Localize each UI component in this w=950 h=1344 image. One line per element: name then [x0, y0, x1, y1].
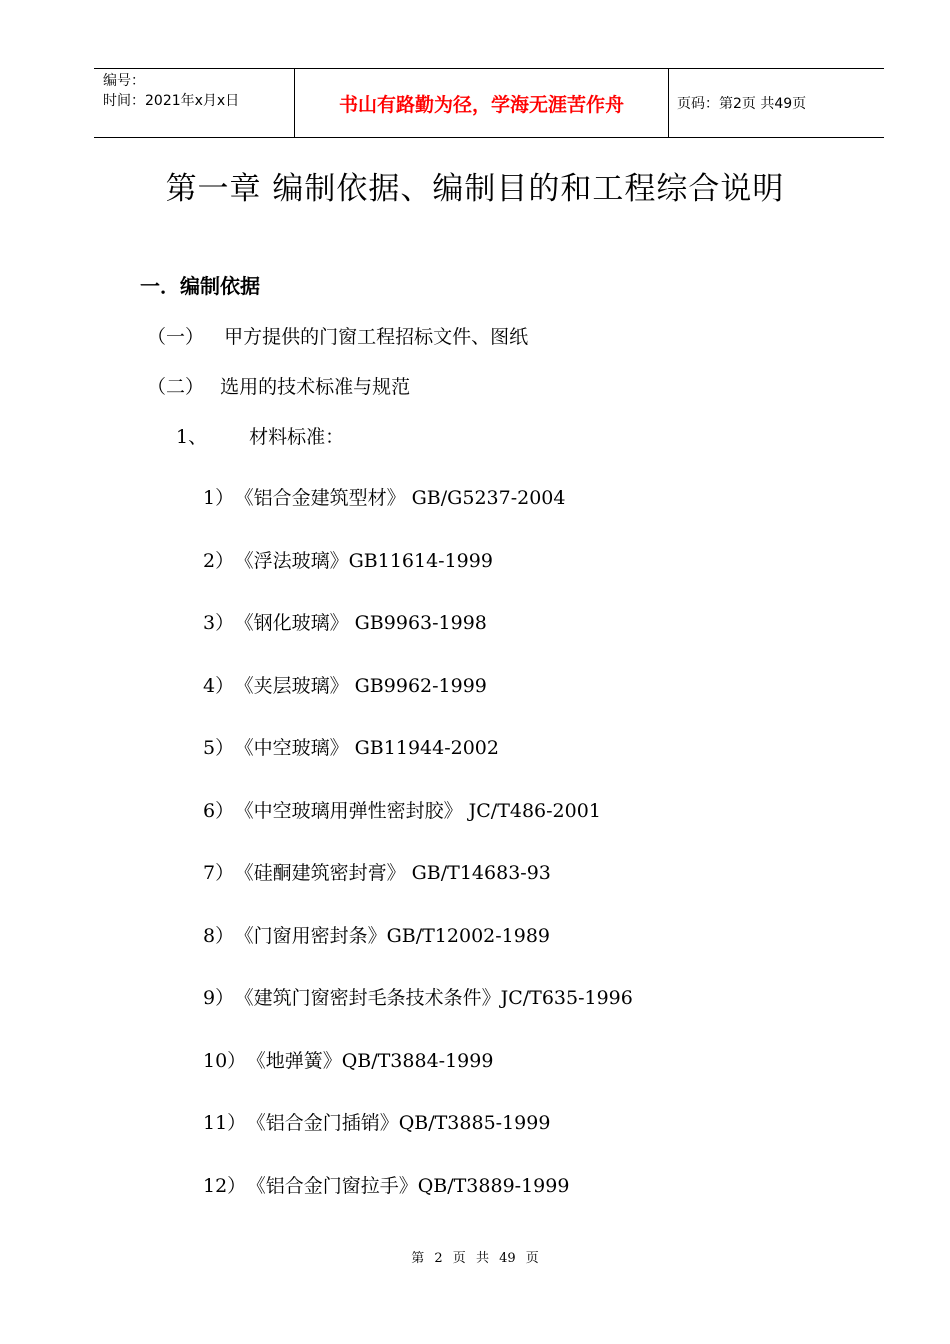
list-item: [147, 322, 528, 349]
standard-item: [203, 1046, 493, 1073]
header-motto: 书山有路勤为径，学海无涯苦作舟: [338, 93, 624, 116]
standard-number: 12）: [203, 1174, 247, 1197]
standard-number: 8）: [203, 924, 235, 947]
standard-text: 《浮法玻璃》GB11614-1999: [244, 549, 493, 572]
standard-item: [203, 796, 601, 823]
standard-item: [203, 671, 487, 698]
standard-text: 《门窗用密封条》GB/T12002-1989: [244, 924, 551, 947]
standard-text: 《建筑门窗密封毛条技术条件》JC/T635-1996: [244, 987, 633, 1009]
chapter-title: 第一章 编制依据、编制目的和工程综合说明: [165, 171, 785, 207]
footer-page-unit: 页: [452, 1251, 466, 1266]
standard-item: [203, 483, 565, 510]
header-page-info: 页码：第2页 共49页: [677, 96, 807, 112]
footer-total-pages: 49: [499, 1251, 516, 1266]
standard-item: [203, 608, 487, 635]
footer-total-word: 共: [475, 1251, 489, 1266]
standard-item: [203, 546, 493, 573]
page-header: [94, 68, 884, 138]
item-text: 甲方提供的门窗工程招标文件、图纸: [224, 326, 529, 348]
standard-number: 6）: [203, 799, 235, 822]
sub-heading: [176, 422, 344, 449]
time-label: 时间：2021年x月x日: [103, 93, 240, 109]
page-footer: [0, 1247, 950, 1266]
standard-number: 11）: [203, 1112, 247, 1134]
standard-item: [203, 983, 633, 1010]
header-meta: [103, 71, 239, 111]
sub-heading-number: 1、: [176, 426, 208, 448]
standard-number: 9）: [203, 987, 235, 1009]
number-label: 编号：: [103, 73, 145, 89]
standard-number: 3）: [203, 612, 235, 634]
standard-text: 《铝合金建筑型材》 GB/G5237-2004: [244, 487, 566, 509]
standard-text: 《地弹簧》QB/T3884-1999: [256, 1049, 494, 1072]
standard-number: 10）: [203, 1049, 247, 1072]
standard-item: [203, 858, 551, 885]
standard-text: 《铝合金门插销》QB/T3885-1999: [256, 1112, 551, 1134]
standard-text: 《中空玻璃用弹性密封胶》 JC/T486-2001: [244, 799, 601, 822]
standard-item: [203, 1108, 550, 1135]
sub-heading-text: 材料标准：: [249, 426, 345, 448]
item-number: （二）: [147, 376, 205, 398]
standard-item: [203, 921, 550, 948]
list-item: [147, 372, 410, 399]
footer-total-unit: 页: [525, 1251, 539, 1266]
header-divider: [668, 69, 669, 137]
section-title: 一．编制依据: [140, 274, 260, 298]
standard-number: 4）: [203, 674, 235, 697]
standard-text: 《硅酮建筑密封膏》 GB/T14683-93: [244, 862, 551, 884]
item-number: （一）: [147, 326, 205, 348]
standard-text: 《钢化玻璃》 GB9963-1998: [244, 612, 487, 634]
footer-page-number: 2: [434, 1251, 443, 1266]
standard-number: 7）: [203, 862, 235, 884]
standard-text: 《中空玻璃》 GB11944-2002: [244, 737, 499, 759]
standard-item: [203, 733, 499, 760]
standard-text: 《夹层玻璃》 GB9962-1999: [244, 674, 487, 697]
standard-number: 2）: [203, 549, 235, 572]
standard-number: 1）: [203, 487, 235, 509]
standard-text: 《铝合金门窗拉手》QB/T3889-1999: [256, 1174, 570, 1197]
item-text: 选用的技术标准与规范: [220, 376, 411, 398]
standard-number: 5）: [203, 737, 235, 759]
standard-item: [203, 1171, 569, 1198]
footer-page-word: 第: [411, 1251, 425, 1266]
